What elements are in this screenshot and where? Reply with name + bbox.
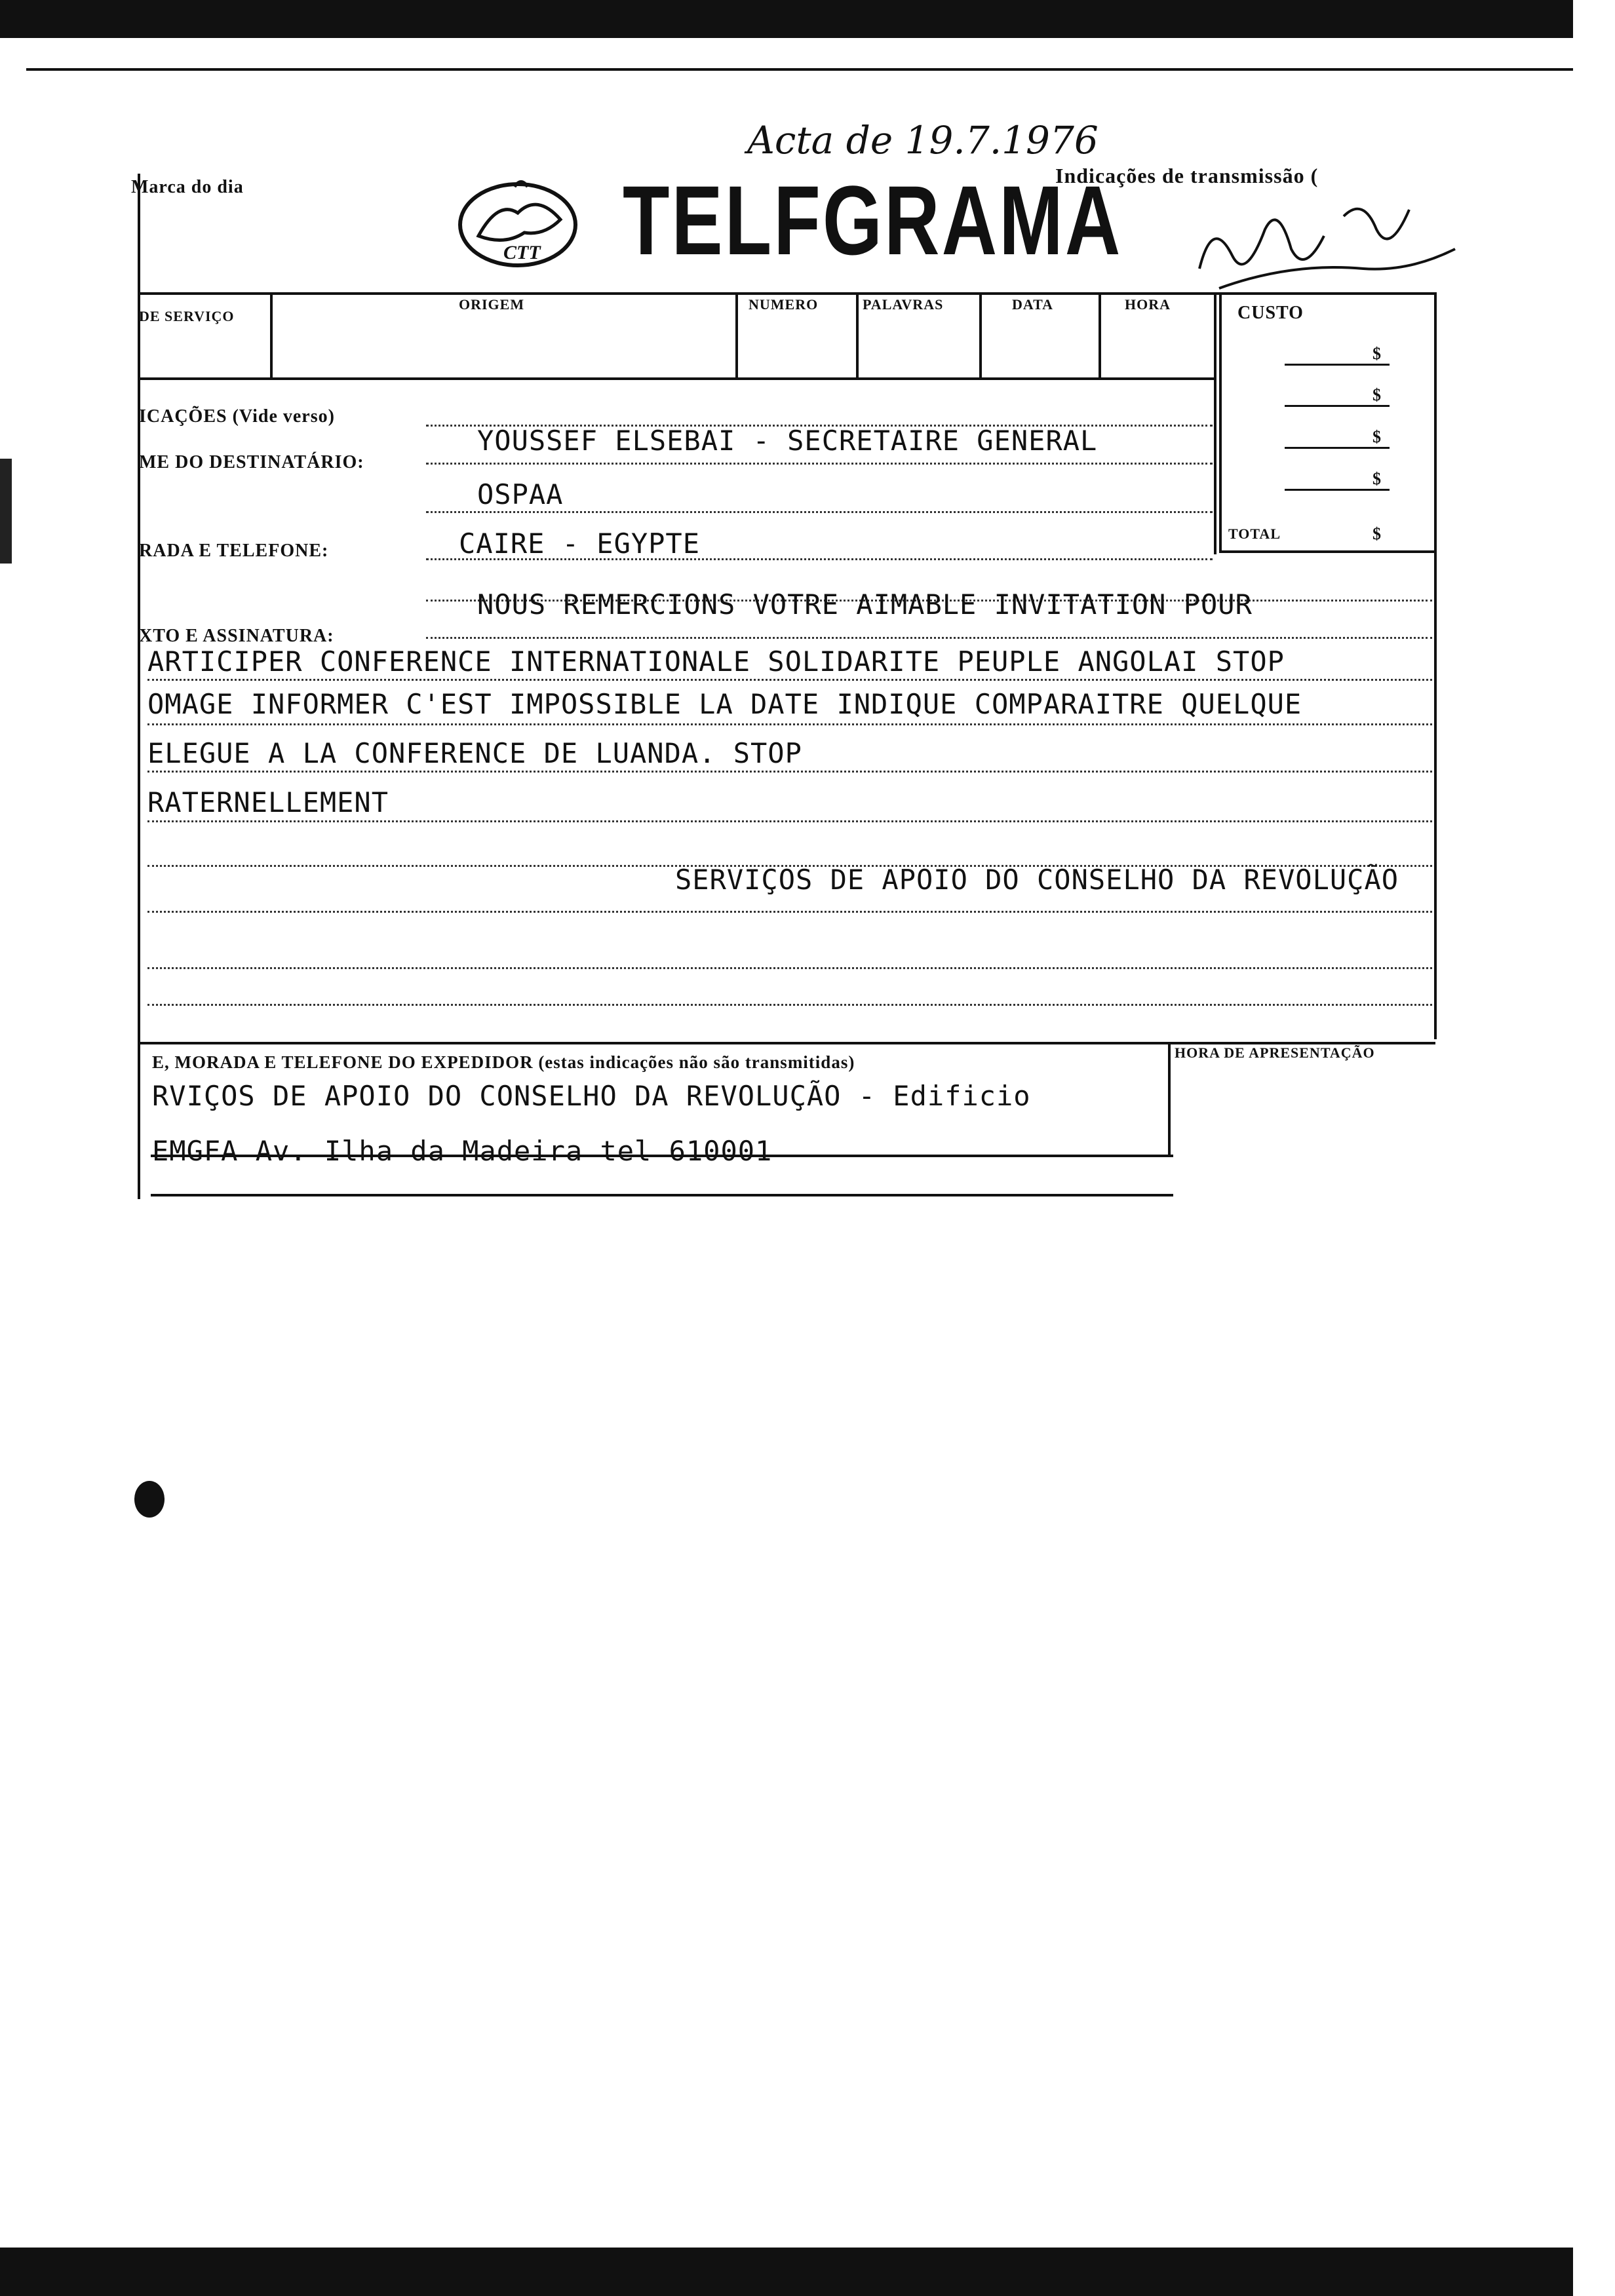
handwritten-note: Acta de 19.7.1976: [747, 118, 1099, 163]
message-rule-8: [147, 967, 1432, 969]
custo-box-left: [1219, 292, 1222, 552]
message-rule-2: [147, 679, 1432, 681]
ctt-logo-icon: [452, 174, 583, 272]
message-rule-9: [147, 1004, 1432, 1006]
custo-total-currency: $: [1372, 524, 1381, 543]
col-origem: ORIGEM: [459, 296, 525, 313]
scan-top-border: [0, 0, 1573, 38]
col-divider-6: [1214, 292, 1216, 554]
col-hora: HORA: [1125, 296, 1171, 313]
svg-text:CTT: CTT: [503, 242, 541, 263]
column-row-bottom: [138, 377, 1216, 380]
message-rule-3: [147, 723, 1432, 725]
message-signature: SERVIÇOS DE APOIO DO CONSELHO DA REVOLUÇÃO: [675, 864, 1399, 896]
custo-currency-2: $: [1372, 385, 1381, 404]
message-rule-4: [147, 771, 1432, 773]
message-rule-7: [147, 911, 1432, 913]
custo-currency-1: $: [1372, 344, 1381, 363]
col-numero: NUMERO: [749, 296, 819, 313]
indicacoes-label: ICAÇÕES (Vide verso): [139, 406, 335, 427]
scan-right-margin: [1573, 0, 1615, 2296]
expedidor-line1: RVIÇOS DE APOIO DO CONSELHO DA REVOLUÇÃO - Edificio: [152, 1080, 1031, 1112]
morada-label: RADA E TELEFONE:: [139, 541, 329, 561]
morada-value: CAIRE - EGYPTE: [459, 527, 701, 560]
morada-rule: [426, 558, 1213, 560]
custo-row-3: [1285, 447, 1390, 449]
message-rule-5: [147, 820, 1432, 822]
frame-top-line: [26, 68, 1573, 71]
scan-left-speck: [0, 459, 12, 564]
expedidor-label: E, MORADA E TELEFONE DO EXPEDIDOR (estas indicações não são transmitidas): [152, 1052, 855, 1072]
col-divider-4: [979, 292, 982, 377]
handwritten-signature-icon: [1193, 190, 1468, 301]
scan-bottom-border: [0, 2248, 1573, 2296]
expedidor-line2: EMGFA Av. Ilha da Madeira tel 610001: [152, 1135, 773, 1167]
destinatario-label: ME DO DESTINATÁRIO:: [139, 452, 364, 472]
message-line2: ARTICIPER CONFERENCE INTERNATIONALE SOLIDARITE PEUPLE ANGOLAI STOP: [147, 645, 1285, 678]
form-bottom-line: [151, 1194, 1173, 1196]
col-servico: DE SERVIÇO: [139, 308, 235, 324]
texto-label: XTO E ASSINATURA:: [139, 626, 334, 646]
col-divider-1: [270, 292, 273, 377]
destinatario-line1-rule: [426, 463, 1213, 465]
custo-box-bottom: [1219, 550, 1435, 553]
frame-left-line: [138, 174, 140, 1199]
col-custo: CUSTO: [1237, 303, 1304, 323]
col-divider-5: [1099, 292, 1101, 377]
message-line1: NOUS REMERCIONS VOTRE AIMABLE INVITATION POUR: [477, 588, 1253, 621]
destinatario-line2-rule: [426, 511, 1213, 513]
message-line5: RATERNELLEMENT: [147, 786, 389, 818]
col-divider-3: [856, 292, 859, 377]
punch-hole-mark: [134, 1481, 165, 1518]
custo-currency-4: $: [1372, 469, 1381, 488]
custo-total-label: TOTAL: [1228, 526, 1281, 542]
hora-apresentacao-divider: [1168, 1042, 1171, 1157]
message-rule-1: [426, 637, 1432, 639]
message-line4: ELEGUE A LA CONFERENCE DE LUANDA. STOP: [147, 737, 802, 769]
transmission-label: Indicações de transmissão (: [1055, 164, 1319, 187]
hora-apresentacao-label: HORA DE APRESENTAÇÃO: [1175, 1044, 1375, 1061]
telegram-title: TELFGRAMA: [623, 165, 1123, 275]
destinatario-line2: OSPAA: [477, 478, 564, 510]
custo-row-4: [1285, 489, 1390, 491]
destinatario-line1: YOUSSEF ELSEBAI - SECRETAIRE GENERAL: [477, 425, 1098, 457]
marca-label: Marca do dia: [131, 177, 244, 197]
message-line3: OMAGE INFORMER C'EST IMPOSSIBLE LA DATE INDIQUE COMPARAITRE QUELQUE: [147, 688, 1302, 720]
custo-row-1: [1285, 364, 1390, 366]
col-divider-2: [735, 292, 738, 377]
custo-row-2: [1285, 405, 1390, 407]
custo-currency-3: $: [1372, 427, 1381, 446]
col-data: DATA: [1012, 296, 1054, 313]
frame-right-line: [1434, 292, 1437, 1039]
col-palavras: PALAVRAS: [863, 296, 944, 313]
